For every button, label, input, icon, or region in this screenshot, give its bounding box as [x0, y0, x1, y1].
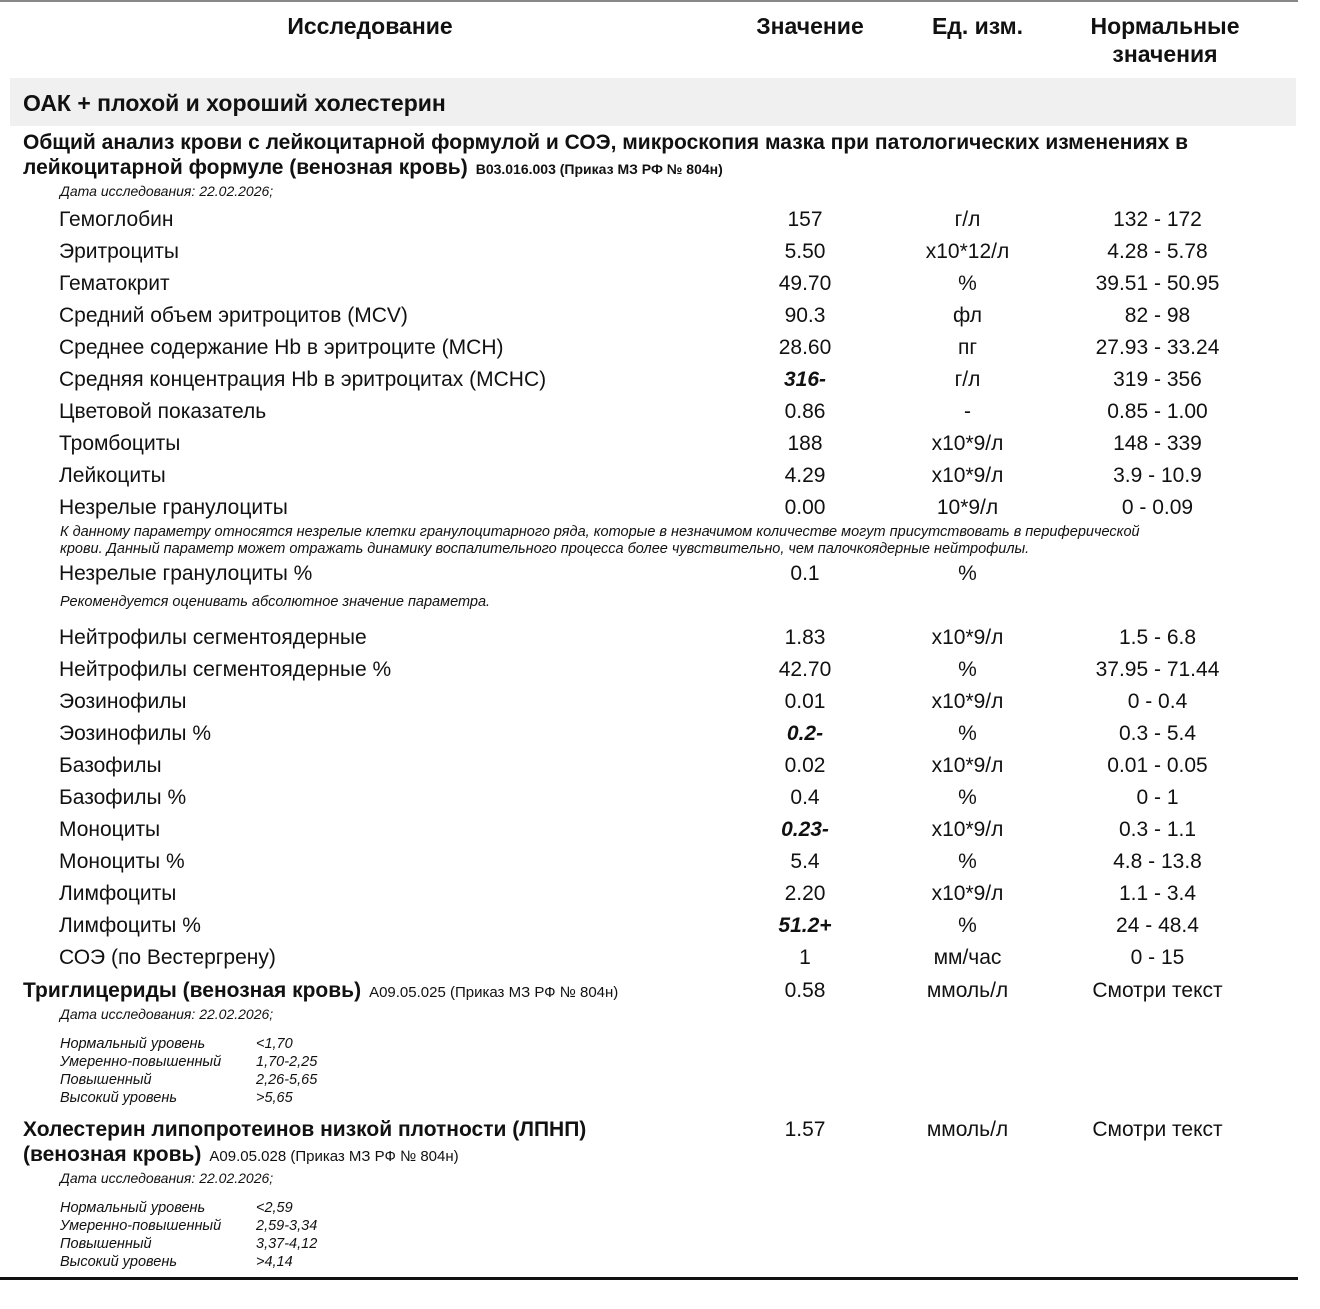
- row-norm: 148 - 339: [1113, 432, 1202, 455]
- level-item: [60, 1217, 1298, 1235]
- level-name: Высокий уровень: [60, 1254, 177, 1270]
- table-row: [0, 910, 1298, 942]
- row-norm: 3.9 - 10.9: [1113, 464, 1202, 487]
- row-name: Гематокрит: [59, 272, 170, 295]
- ldl-title-line2: (венозная кровь): [23, 1143, 202, 1166]
- row-unit: %: [958, 272, 977, 295]
- cbc-title: [0, 130, 1298, 182]
- ldl-levels: [0, 1199, 1298, 1271]
- table-row: [0, 750, 1298, 782]
- row-value: 4.29: [784, 464, 826, 487]
- level-item: [60, 1071, 1298, 1089]
- table-row: [0, 558, 1298, 590]
- table-row: [0, 364, 1298, 396]
- row-unit: x10*12/л: [925, 240, 1010, 263]
- table-row: [0, 718, 1298, 750]
- row-unit: %: [958, 562, 977, 585]
- row-unit: x10*9/л: [931, 464, 1004, 487]
- row-unit: фл: [952, 304, 983, 327]
- row-norm: [1055, 558, 1260, 590]
- table-row: [0, 878, 1298, 910]
- level-item: [60, 1089, 1298, 1107]
- table-row: [0, 236, 1298, 268]
- row-unit: %: [958, 786, 977, 809]
- row-value: 0.00: [784, 496, 826, 519]
- ldl-result-row: [0, 1117, 1298, 1169]
- level-name: Нормальный уровень: [60, 1036, 206, 1052]
- header-study-cell: [0, 12, 730, 76]
- ldl-title-line1: Холестерин липопротеинов низкой плотности (ЛПНП): [23, 1118, 587, 1141]
- row-unit: -: [964, 400, 971, 423]
- table-row: [0, 782, 1298, 814]
- header-unit: Ед. изм.: [931, 13, 1024, 39]
- row-value: 0.23-: [781, 818, 829, 841]
- row-norm: 0 - 0.09: [1121, 496, 1194, 519]
- row-name: Моноциты: [59, 818, 161, 841]
- row-name: Эозинофилы %: [59, 722, 212, 745]
- bottom-rule: [0, 1277, 1298, 1280]
- row-name: Лимфоциты: [59, 882, 177, 905]
- cbc-title-line1: Общий анализ крови с лейкоцитарной формулой и СОЭ, микроскопия мазка при патологических изменениях в: [23, 131, 1189, 154]
- row-name: Эозинофилы: [59, 690, 187, 713]
- row-name: Цветовой показатель: [59, 400, 267, 423]
- row-norm: 0 - 15: [1130, 946, 1185, 969]
- row-name: Эритроциты: [59, 240, 179, 263]
- row-name: Среднее содержание Hb в эритроците (MCH): [59, 336, 504, 359]
- tg-title-text: Триглицериды (венозная кровь): [23, 979, 362, 1002]
- row-value: 316-: [783, 368, 827, 391]
- row-name: Лейкоциты: [59, 464, 166, 487]
- header-study: Исследование: [287, 13, 453, 39]
- row-unit: x10*9/л: [931, 882, 1004, 905]
- table-row: [0, 622, 1298, 654]
- row-unit: 10*9/л: [936, 496, 999, 519]
- row-norm: 27.93 - 33.24: [1095, 336, 1220, 359]
- level-name: Повышенный: [60, 1236, 152, 1252]
- row-unit: г/л: [954, 208, 981, 231]
- level-range: 2,26-5,65: [256, 1072, 318, 1088]
- row-value: 90.3: [784, 304, 826, 327]
- table-row: [0, 846, 1298, 878]
- level-range: 2,59-3,34: [256, 1218, 318, 1234]
- row-norm: 4.28 - 5.78: [1107, 240, 1208, 263]
- table-row: [0, 686, 1298, 718]
- ldl-unit: ммоль/л: [926, 1118, 1009, 1141]
- row-norm: 1.5 - 6.8: [1118, 626, 1197, 649]
- row-unit: пг: [957, 336, 978, 359]
- level-range: >5,65: [256, 1090, 293, 1106]
- row-norm: 0.01 - 0.05: [1107, 754, 1208, 777]
- level-name: Нормальный уровень: [60, 1200, 206, 1216]
- row-norm: 4.8 - 13.8: [1113, 850, 1202, 873]
- table-row: [0, 396, 1298, 428]
- table-row: [0, 268, 1298, 300]
- tg-result-row: [0, 978, 1298, 1005]
- row-unit: x10*9/л: [931, 690, 1004, 713]
- level-item: [60, 1253, 1298, 1271]
- header-norm-line2: значения: [1112, 41, 1218, 67]
- tg-code: A09.05.025 (Приказ МЗ РФ № 804н): [369, 984, 619, 1001]
- row-value: 42.70: [778, 658, 832, 681]
- row-value: 0.2-: [786, 722, 824, 745]
- row-value: 1.83: [784, 626, 826, 649]
- row-norm: 82 - 98: [1124, 304, 1191, 327]
- row-norm: 319 - 356: [1113, 368, 1202, 391]
- level-item: [60, 1235, 1298, 1253]
- tg-title: [0, 978, 730, 1005]
- ldl-value: 1.57: [784, 1118, 826, 1141]
- table-header: [0, 2, 1298, 76]
- table-row: [0, 492, 1298, 524]
- row-value: 0.02: [784, 754, 826, 777]
- row-norm: 0.3 - 5.4: [1118, 722, 1197, 745]
- row-norm: 0.3 - 1.1: [1118, 818, 1197, 841]
- row-norm: 39.51 - 50.95: [1095, 272, 1220, 295]
- row-norm: 0 - 0.4: [1127, 690, 1188, 713]
- table-row: [0, 942, 1298, 974]
- table-row: [0, 460, 1298, 492]
- ldl-norm: Смотри текст: [1092, 1118, 1223, 1141]
- header-norm-line1: Нормальные: [1090, 13, 1240, 39]
- row-value: 49.70: [778, 272, 832, 295]
- tg-unit: ммоль/л: [926, 979, 1009, 1002]
- row-norm: 132 - 172: [1113, 208, 1202, 231]
- level-range: 1,70-2,25: [256, 1054, 318, 1070]
- row-value: 188: [787, 432, 823, 455]
- row-unit: %: [958, 850, 977, 873]
- row-norm: 1.1 - 3.4: [1118, 882, 1197, 905]
- row-norm: 0 - 1: [1136, 786, 1179, 809]
- note-ig-line2: крови. Данный параметр может отражать динамику воспалительного процесса более чувствительно, чем палочкоядерные нейтрофилы.: [60, 541, 1030, 557]
- row-unit: x10*9/л: [931, 432, 1004, 455]
- row-name: Незрелые гранулоциты: [59, 496, 288, 519]
- table-row: [0, 300, 1298, 332]
- row-value: 0.1: [790, 562, 820, 585]
- row-value: 5.4: [790, 850, 820, 873]
- level-name: Умеренно-повышенный: [60, 1054, 222, 1070]
- level-range: >4,14: [256, 1254, 293, 1270]
- row-value: 28.60: [778, 336, 832, 359]
- row-norm: 24 - 48.4: [1116, 914, 1199, 937]
- cbc-title-line2: лейкоцитарной формуле (венозная кровь): [23, 156, 468, 179]
- row-name: Гемоглобин: [59, 208, 174, 231]
- cbc-rows-b: [0, 622, 1298, 974]
- row-unit: %: [958, 722, 977, 745]
- ldl-date: Дата исследования: 22.02.2026;: [60, 1170, 274, 1186]
- row-name: Средняя концентрация Hb в эритроцитах (MCHC): [59, 368, 547, 391]
- row-value: 0.4: [790, 786, 820, 809]
- section-title: ОАК + плохой и хороший холестерин: [23, 90, 446, 116]
- row-value: 51.2+: [778, 914, 832, 937]
- row-norm: 0.85 - 1.00: [1107, 400, 1208, 423]
- row-unit: x10*9/л: [931, 754, 1004, 777]
- cbc-rows-a: [0, 204, 1298, 524]
- row-value: 0.86: [784, 400, 826, 423]
- table-row: [0, 654, 1298, 686]
- row-value: 1: [799, 946, 811, 969]
- ldl-code: A09.05.028 (Приказ МЗ РФ № 804н): [209, 1148, 459, 1165]
- level-name: Умеренно-повышенный: [60, 1218, 222, 1234]
- row-name: Лимфоциты %: [59, 914, 201, 937]
- row-name: Нейтрофилы сегментоядерные: [59, 626, 367, 649]
- row-value: 2.20: [784, 882, 826, 905]
- level-range: <2,59: [256, 1200, 293, 1216]
- level-range: <1,70: [256, 1036, 293, 1052]
- level-range: 3,37-4,12: [256, 1236, 318, 1252]
- tg-value: 0.58: [784, 979, 826, 1002]
- row-value: 0.01: [784, 690, 826, 713]
- cbc-code: B03.016.003 (Приказ МЗ РФ № 804н): [475, 161, 723, 177]
- table-row: [0, 428, 1298, 460]
- row-name: Нейтрофилы сегментоядерные %: [59, 658, 392, 681]
- tg-date: Дата исследования: 22.02.2026;: [60, 1006, 274, 1022]
- row-norm: 37.95 - 71.44: [1095, 658, 1220, 681]
- row-name: Базофилы %: [59, 786, 187, 809]
- row-unit: %: [958, 914, 977, 937]
- row-value: 5.50: [784, 240, 826, 263]
- header-value: Значение: [756, 13, 864, 39]
- row-unit: г/л: [954, 368, 981, 391]
- row-unit: x10*9/л: [931, 818, 1004, 841]
- row-name: Средний объем эритроцитов (MCV): [59, 304, 408, 327]
- row-unit: x10*9/л: [931, 626, 1004, 649]
- row-value: 157: [787, 208, 823, 231]
- table-row: [0, 814, 1298, 846]
- ldl-title: [0, 1117, 730, 1169]
- table-row: [0, 332, 1298, 364]
- row-name: Незрелые гранулоциты %: [59, 562, 313, 585]
- level-item: [60, 1053, 1298, 1071]
- level-item: [60, 1199, 1298, 1217]
- row-name: СОЭ (по Вестергрену): [59, 946, 276, 969]
- level-item: [60, 1035, 1298, 1053]
- row-unit: мм/час: [933, 946, 1002, 969]
- row-name: Базофилы: [59, 754, 162, 777]
- row-unit: %: [958, 658, 977, 681]
- row-name: Тромбоциты: [59, 432, 181, 455]
- table-row: [0, 204, 1298, 236]
- header-norm: [1065, 12, 1265, 76]
- note-immature-granulocytes-pct: Рекомендуется оценивать абсолютное значение параметра.: [60, 594, 491, 610]
- level-name: Повышенный: [60, 1072, 152, 1088]
- tg-norm: Смотри текст: [1092, 979, 1223, 1002]
- cbc-date: Дата исследования: 22.02.2026;: [60, 183, 274, 199]
- note-immature-granulocytes: [0, 524, 1298, 558]
- note-ig-line1: К данному параметру относятся незрелые клетки гранулоцитарного ряда, которые в незначимом количестве могут присутствовать в периферической: [60, 524, 1140, 540]
- level-name: Высокий уровень: [60, 1090, 177, 1106]
- tg-levels: [0, 1035, 1298, 1107]
- row-name: Моноциты %: [59, 850, 185, 873]
- section-band: [10, 78, 1296, 126]
